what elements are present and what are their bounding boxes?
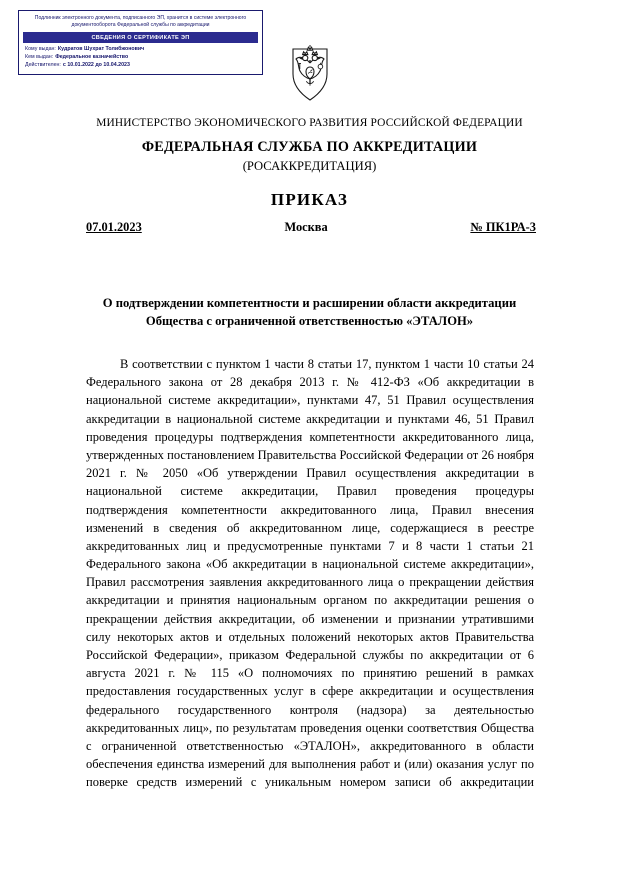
document-date: 07.01.2023 — [86, 220, 142, 234]
document-type: ПРИКАЗ — [270, 190, 349, 209]
russian-coat-of-arms-icon — [287, 40, 333, 102]
document-city: Москва — [284, 220, 328, 234]
cert-label-issuer: Кем выдан: — [25, 54, 54, 61]
page-title-line-1: О подтверждении компетентности и расширении области аккредитации — [102, 296, 517, 310]
service-title: ФЕДЕРАЛЬНАЯ СЛУЖБА ПО АККРЕДИТАЦИИ — [141, 139, 478, 155]
page-title — [62, 295, 557, 331]
emblem-container — [0, 40, 619, 107]
body-paragraph: В соответствии с пунктом 1 части 8 статьи 17, пунктом 1 части 10 статьи 24 Федерального закона от 28 декабря 2013 г. № 412-ФЗ «Об аккредитации в национальной системе аккредитации», пунктами 47, 51 Правил осуществления аккредитации в национальной системе аккредитации и пунктами 46, 51 Правил проведения процедуры подтверждения компетентности аккредитованного лица, утвержденных постановлением Правительства Российской Федерации от 26 ноября 2021 г. № 2050 «Об утверждении Правил осуществления аккредитации в национальной системе аккредитации, Правил проведения процедуры подтверждения компетентности аккредитованного лица, Правил внесения изменений в сведения об аккредитованном лице, содержащиеся в реестре аккредитованных лиц и предусмотренные пунктами 7 и 8 части 1 статьи 21 Федерального закона «Об аккредитации в национальной системе аккредитации», Правил рассмотрения заявления аккредитованного лица о прекращении действия аккредитации и принятия национальным органом по аккредитации решения о прекращении действия аккредитации, об изменении и признании утратившими силу некоторых актов и отдельных положений некоторых актов Правительства Российской Федерации», приказом Федеральной службы по аккредитации от 6 августа 2021 г. № 115 «О полномочиях по принятию решений в рамках предоставления государственных услуг в сфере аккредитации и осуществления федерального государственного контроля (надзора) за деятельностью аккредитованных лиц», по результатам проведения оценки соответствия Общества с ограниченной ответственностью «ЭТАЛОН», аккредитованного в области обеспечения единства измерений для выполнения работ и (или) оказания услуг по поверке средств измерений с уникальным номером записи об аккредитации — [86, 357, 534, 790]
page-title-line-2: Общества с ограниченной ответственностью «ЭТАЛОН» — [145, 313, 474, 328]
cert-value-issued-to: Кудратов Шухрат Толибжонович — [57, 46, 145, 53]
cert-title-bar: СВЕДЕНИЯ О СЕРТИФИКАТЕ ЭП — [23, 32, 258, 43]
cert-label-validity: Действителен: — [25, 62, 61, 69]
cert-value-issuer: Федеральное казначейство — [55, 54, 129, 61]
document-body — [86, 355, 534, 792]
cert-top-note: Подлинник электронного документа, подписанного ЭП, хранится в системе электронного документооборота Федеральной службы по аккредитации — [34, 15, 247, 29]
ministry-title: МИНИСТЕРСТВО ЭКОНОМИЧЕСКОГО РАЗВИТИЯ РОССИЙСКОЙ ФЕДЕРАЦИИ — [96, 117, 523, 129]
document-number: № ПК1РА-3 — [470, 220, 536, 234]
cert-value-validity: с 10.01.2022 до 10.04.2023 — [62, 62, 130, 69]
service-short-title: (РОСАККРЕДИТАЦИЯ) — [242, 159, 377, 173]
document-meta-line — [86, 220, 536, 235]
cert-label-issued-to: Кому выдан: — [25, 46, 56, 53]
